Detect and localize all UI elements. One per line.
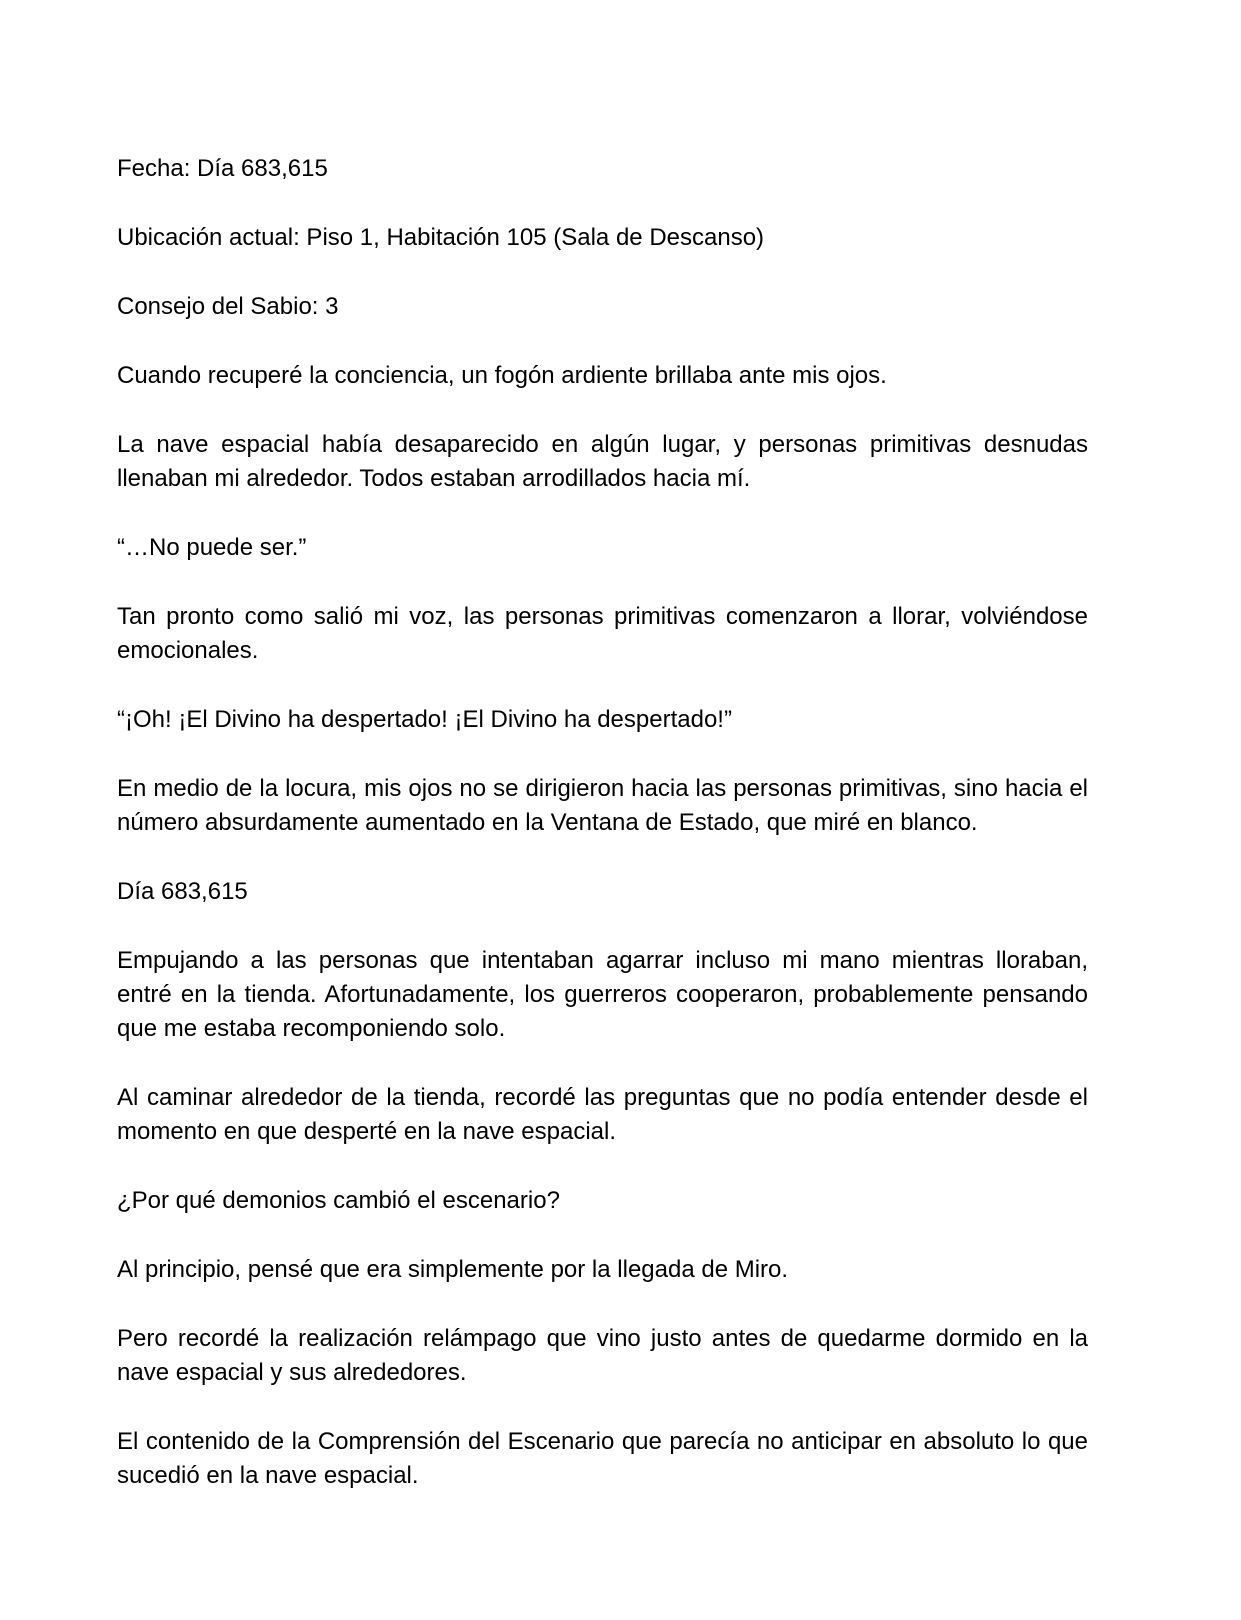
- advice-line: Consejo del Sabio: 3: [117, 293, 339, 320]
- paragraph-13: El contenido de la Comprensión del Escenario que parecía no anticipar en absoluto lo que sucedió en la nave espacial.: [117, 1428, 1088, 1489]
- date-line: Fecha: Día 683,615: [117, 155, 328, 182]
- document-body: [117, 152, 1088, 1528]
- paragraph-9: Al caminar alrededor de la tienda, recordé las preguntas que no podía entender desde el momento en que desperté en la nave espacial.: [117, 1084, 1088, 1145]
- paragraph-8: Empujando a las personas que intentaban agarrar incluso mi mano mientras lloraban, entré en la tienda. Afortunadamente, los guerreros cooperaron, probablemente pensando que me estaba recomponiendo solo.: [117, 947, 1088, 1042]
- paragraph-4: Tan pronto como salió mi voz, las personas primitivas comenzaron a llorar, volviéndose emocionales.: [117, 603, 1088, 664]
- location-line: Ubicación actual: Piso 1, Habitación 105 (Sala de Descanso): [117, 224, 765, 251]
- paragraph-6: En medio de la locura, mis ojos no se dirigieron hacia las personas primitivas, sino hacia el número absurdamente aumentado en la Ventana de Estado, que miré en blanco.: [117, 775, 1088, 836]
- paragraph-10: ¿Por qué demonios cambió el escenario?: [117, 1187, 560, 1214]
- paragraph-7: Día 683,615: [117, 878, 248, 905]
- paragraph-12: Pero recordé la realización relámpago que vino justo antes de quedarme dormido en la nave espacial y sus alrededores.: [117, 1325, 1088, 1386]
- paragraph-3: “…No puede ser.”: [117, 534, 307, 561]
- paragraph-11: Al principio, pensé que era simplemente por la llegada de Miro.: [117, 1256, 789, 1283]
- paragraph-5: “¡Oh! ¡El Divino ha despertado! ¡El Divino ha despertado!”: [117, 706, 732, 733]
- paragraph-1: Cuando recuperé la conciencia, un fogón ardiente brillaba ante mis ojos.: [117, 362, 887, 389]
- paragraph-2: La nave espacial había desaparecido en algún lugar, y personas primitivas desnudas llenaban mi alrededor. Todos estaban arrodillados hacia mí.: [117, 431, 1088, 492]
